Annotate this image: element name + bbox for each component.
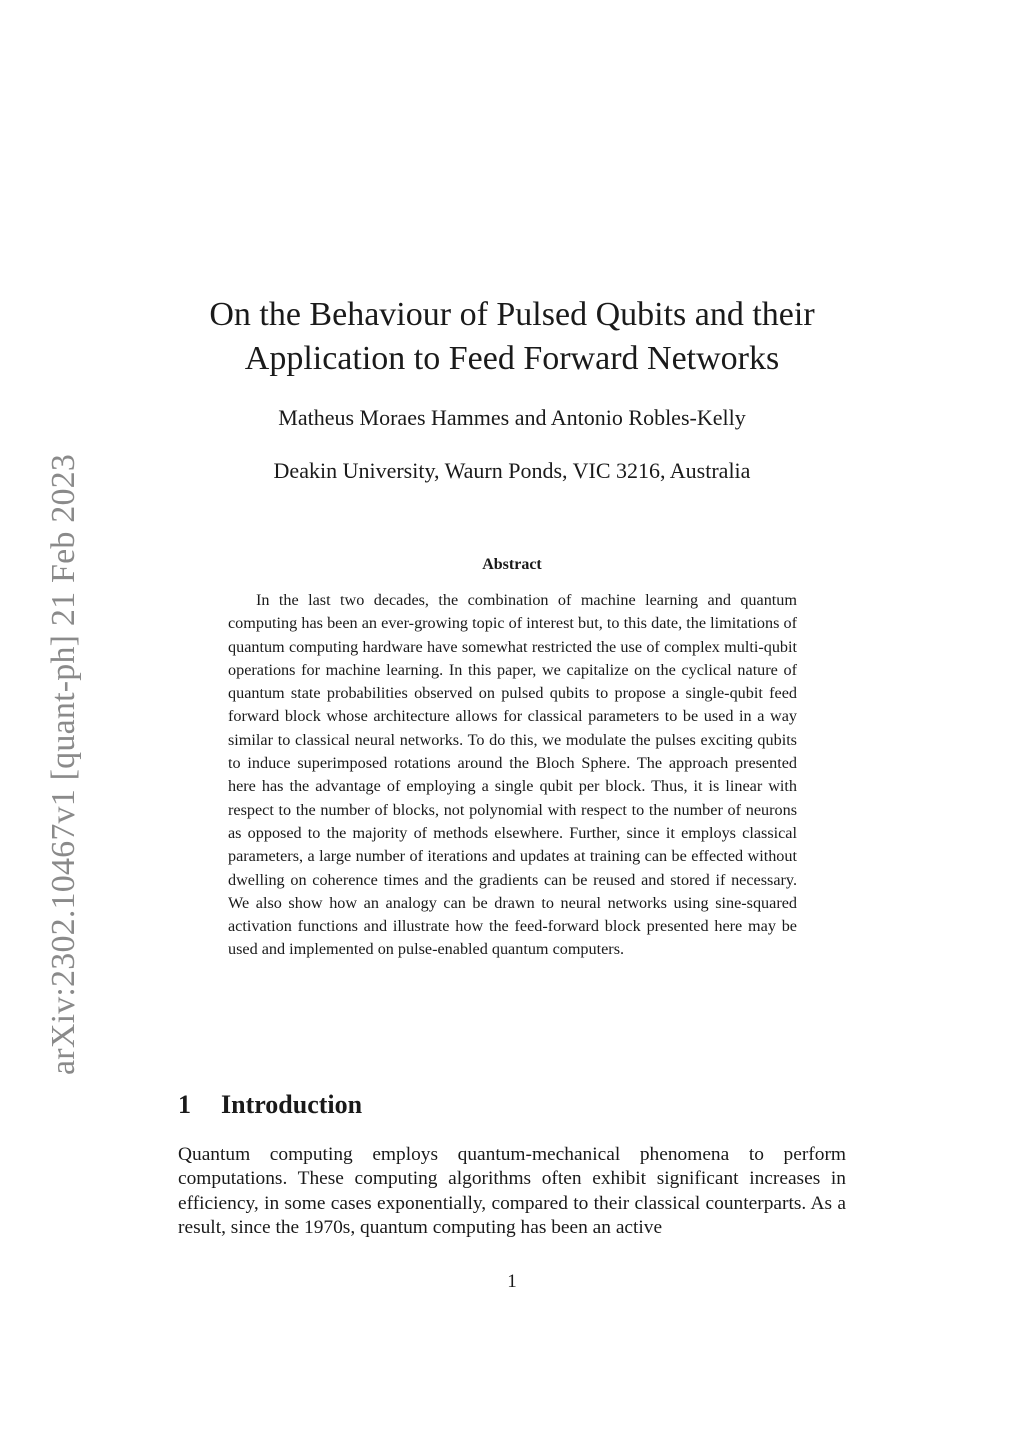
introduction-text: Quantum computing employs quantum-mechanical phenomena to perform computations. These computing algorithms often exhibit significant increases in efficiency, in some cases exponentially, compared to their classical counterparts. As a result, since the 1970s, quantum computing has been an active bbox=[178, 1144, 846, 1239]
section-number: 1 bbox=[178, 1090, 191, 1119]
page-number: 1 bbox=[507, 1271, 517, 1292]
title-line-1: On the Behaviour of Pulsed Qubits and their bbox=[209, 296, 815, 333]
abstract-text: In the last two decades, the combination of machine learning and quantum computing has been an ever-growing topic of interest but, to this date, the limitations of quantum computing hardware have somewhat restricted the use of complex multi-qubit operations for machine learning. In this paper, we capitalize on the cyclical nature of quantum state probabilities observed on pulsed qubits to propose a single-qubit feed forward block whose architecture allows for classical parameters to be used in a way similar to classical neural networks. To do this, we modulate the pulses exciting qubits to induce superimposed rotations around the Bloch Sphere. The approach presented here has the advantage of employing a single qubit per block. Thus, it is linear with respect to the number of blocks, not polynomial with respect to the number of neurons as opposed to the majority of methods elsewhere. Further, since it employs classical parameters, a large number of iterations and updates at training can be effected without dwelling on coherence times and the gradients can be reused and stored if necessary. We also show how an analogy can be drawn to neural networks using sine-squared activation functions and illustrate how the feed-forward block presented here may be used and implemented on pulse-enabled quantum computers. bbox=[228, 591, 797, 959]
section-title: Introduction bbox=[221, 1090, 363, 1119]
affiliation: Deakin University, Waurn Ponds, VIC 3216, Australia bbox=[273, 458, 751, 483]
authors: Matheus Moraes Hammes and Antonio Robles-Kelly bbox=[278, 405, 746, 430]
section-heading bbox=[178, 1090, 362, 1120]
abstract-heading: Abstract bbox=[482, 556, 542, 573]
paper-title bbox=[150, 293, 874, 381]
title-line-2: Application to Feed Forward Networks bbox=[244, 340, 780, 377]
arxiv-identifier-stamp: arXiv:2302.10467v1 [quant-ph] 21 Feb 2023 bbox=[45, 453, 82, 1075]
